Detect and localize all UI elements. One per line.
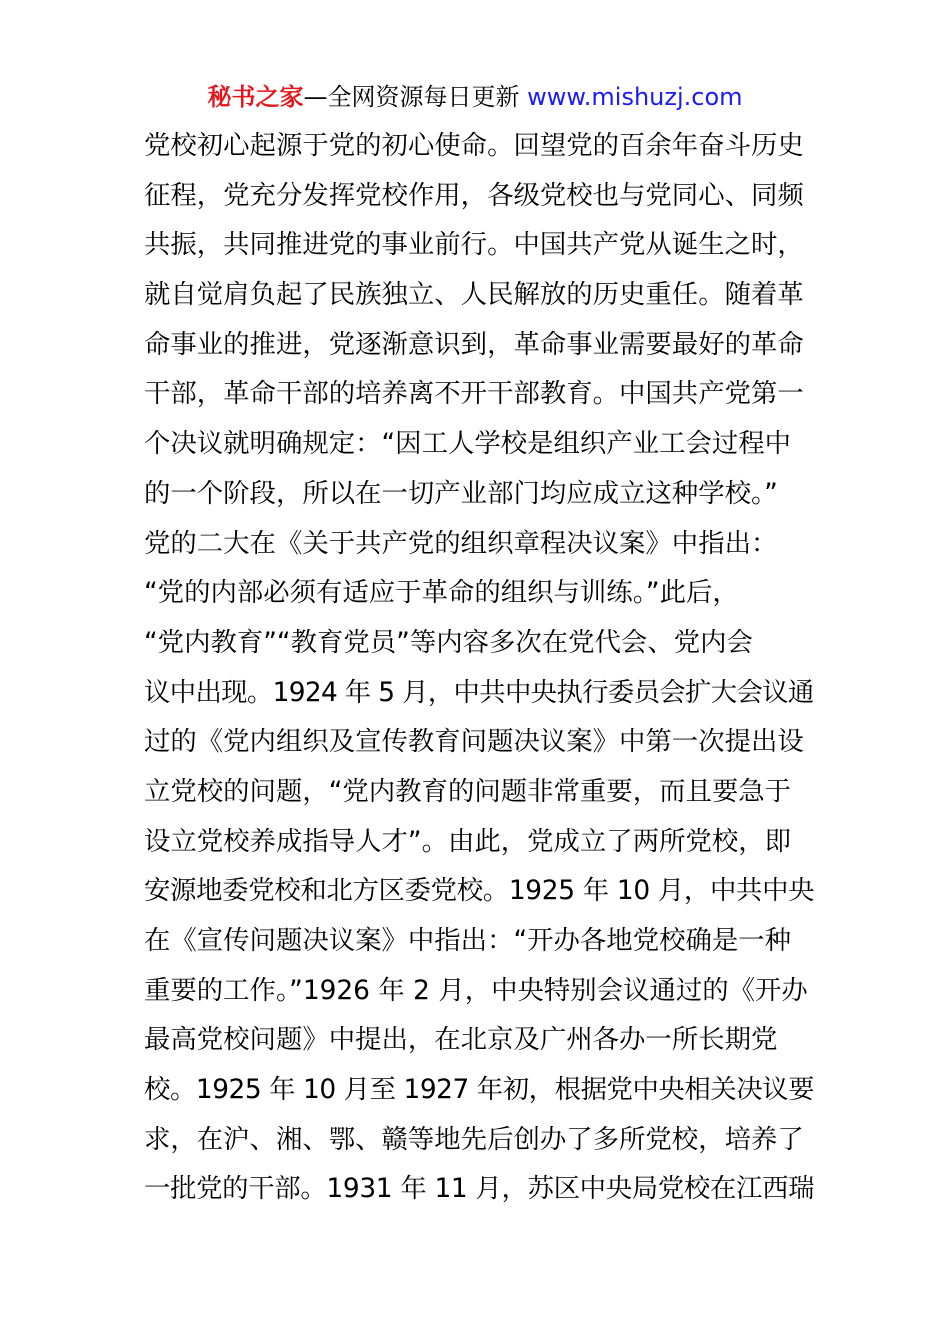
- text-line: 共振，共同推进党的事业前行。中国共产党从诞生之时，: [144, 229, 804, 261]
- text-line: 校。1925 年 10 月至 1927 年初，根据党中央相关决议要: [144, 1074, 815, 1106]
- site-url-link[interactable]: www.mishuzj.com: [527, 83, 743, 111]
- text-line: 就自觉肩负起了民族独立、人民解放的历史重任。随着革: [144, 279, 804, 311]
- text-line: 设立党校养成指导人才”。由此，党成立了两所党校，即: [144, 825, 792, 857]
- text-line: 议中出现。1924 年 5 月，中共中央执行委员会扩大会议通: [144, 676, 814, 708]
- page-header: [0, 80, 950, 114]
- text-line: 最高党校问题》中提出，在北京及广州各办一所长期党: [144, 1024, 778, 1056]
- text-line: 征程，党充分发挥党校作用，各级党校也与党同心、同频: [144, 179, 804, 211]
- text-line: 安源地委党校和北方区委党校。1925 年 10 月，中共中央: [144, 875, 815, 907]
- text-line: 个决议就明确规定：“因工人学校是组织产业工会过程中: [144, 428, 792, 460]
- text-line: 党校初心起源于党的初心使命。回望党的百余年奋斗历史: [144, 130, 804, 161]
- text-line: 过的《党内组织及宣传教育问题决议案》中第一次提出设: [144, 726, 804, 758]
- text-line: 求，在沪、湘、鄂、赣等地先后创办了多所党校，培养了: [144, 1123, 804, 1155]
- text-line: “党的内部必须有适应于革命的组织与训练。”此后，: [144, 577, 739, 609]
- text-line: 的一个阶段，所以在一切产业部门均应成立这种学校。”: [144, 477, 778, 509]
- text-line: “党内教育”“教育党员”等内容多次在党代会、党内会: [144, 626, 753, 658]
- text-line: 干部，革命干部的培养离不开干部教育。中国共产党第一: [144, 378, 804, 410]
- text-line: 命事业的推进，党逐渐意识到，革命事业需要最好的革命: [144, 328, 804, 360]
- site-brand: 秘书之家: [207, 83, 304, 111]
- text-line: 一批党的干部。1931 年 11 月，苏区中央局党校在江西瑞: [144, 1173, 815, 1205]
- text-line: 在《宣传问题决议案》中指出：“开办各地党校确是一种: [144, 925, 792, 956]
- text-line: 重要的工作。”1926 年 2 月，中央特别会议通过的《开办: [144, 974, 808, 1006]
- text-line: 立党校的问题，“党内教育的问题非常重要，而且要急于: [144, 775, 792, 807]
- site-tagline: —全网资源每日更新: [303, 83, 520, 111]
- document-body: [144, 121, 814, 1214]
- text-line: 党的二大在《关于共产党的组织章程决议案》中指出：: [144, 527, 778, 559]
